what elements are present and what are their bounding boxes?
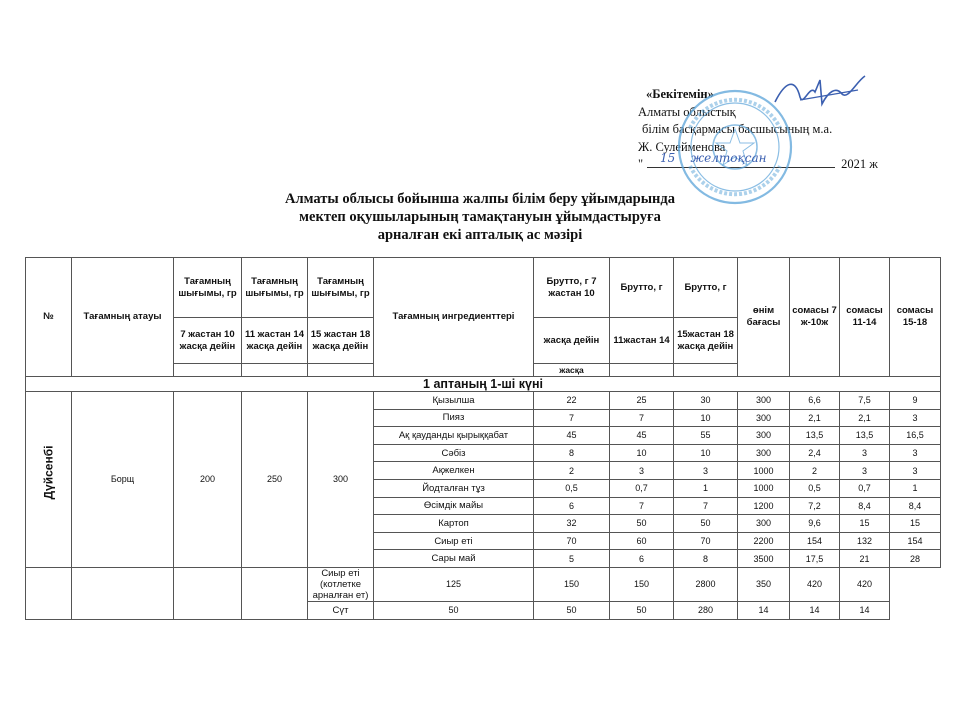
cell-s1: 154: [790, 532, 840, 550]
cell-b1: 70: [534, 532, 610, 550]
header-brutto-2: Брутто, г: [610, 258, 674, 318]
table-row: [26, 567, 941, 601]
cell-s3: 3: [890, 444, 941, 462]
cell-b3: 7: [674, 497, 738, 515]
cell-b1: 50: [374, 601, 534, 619]
dish-name-2: [26, 567, 72, 619]
cell-s2: 3: [840, 462, 890, 480]
dish-portion-2: 250: [242, 392, 308, 568]
cell-b2: 3: [610, 462, 674, 480]
cell-s1: 350: [738, 567, 790, 601]
cell-b2: 10: [610, 444, 674, 462]
cell-b1: 45: [534, 427, 610, 445]
cell-s3: 3: [890, 409, 941, 427]
ingredient-name: Сиыр еті (котлетке арналған ет): [308, 567, 374, 601]
header-portion-2: Тағамның шығымы, гр: [242, 258, 308, 318]
ingredient-name: Йодталған тұз: [374, 479, 534, 497]
header-age-1: 7 жастан 10 жасқа дейін: [174, 318, 242, 364]
dish-portion-3: 300: [308, 392, 374, 568]
ingredient-name: Сиыр еті: [374, 532, 534, 550]
cell-s2: 0,7: [840, 479, 890, 497]
cell-b1: 0,5: [534, 479, 610, 497]
header-empty: [674, 364, 738, 377]
header-empty: [242, 364, 308, 377]
cell-b1: 5: [534, 550, 610, 568]
cell-s2: 8,4: [840, 497, 890, 515]
header-ingredient: Тағамның ингредиенттері: [374, 258, 534, 377]
cell-price: 300: [738, 392, 790, 410]
header-brutto-sub-4: жасқа: [534, 364, 610, 377]
cell-price: 2800: [674, 567, 738, 601]
cell-s3: 15: [890, 515, 941, 533]
ingredient-name: Пияз: [374, 409, 534, 427]
cell-b2: 7: [610, 497, 674, 515]
header-empty: [610, 364, 674, 377]
cell-s1: 0,5: [790, 479, 840, 497]
dish-portion-2-1: [72, 567, 174, 619]
cell-b3: 55: [674, 427, 738, 445]
cell-s1: 2,1: [790, 409, 840, 427]
handwritten-date: 15 желтоқсан: [660, 151, 767, 165]
cell-b1: 22: [534, 392, 610, 410]
header-brutto-1: Брутто, г 7 жастан 10: [534, 258, 610, 318]
header-brutto-sub-1: жасқа дейін: [534, 318, 610, 364]
cell-b3: 3: [674, 462, 738, 480]
cell-b2: 150: [534, 567, 610, 601]
cell-s3: 16,5: [890, 427, 941, 445]
cell-b2: 45: [610, 427, 674, 445]
title-line-2: мектеп оқушыларының тамақтануын ұйымдастыруға: [299, 209, 661, 225]
header-brutto-sub-3: 15жастан 18 жасқа дейін: [674, 318, 738, 364]
cell-b2: 6: [610, 550, 674, 568]
header-portion-3: Тағамның шығымы, гр: [308, 258, 374, 318]
cell-s1: 17,5: [790, 550, 840, 568]
cell-s2: 2,1: [840, 409, 890, 427]
cell-s3: 1: [890, 479, 941, 497]
cell-b1: 32: [534, 515, 610, 533]
header-sum-3: сомасы 15-18: [890, 258, 941, 377]
cell-s3: 3: [890, 462, 941, 480]
signature: [770, 72, 870, 114]
cell-price: 300: [738, 409, 790, 427]
cell-price: 2200: [738, 532, 790, 550]
header-sum-1: сомасы 7 ж-10ж: [790, 258, 840, 377]
ingredient-name: Сәбіз: [374, 444, 534, 462]
cell-b1: 7: [534, 409, 610, 427]
cell-s2: 15: [840, 515, 890, 533]
document-title: [240, 190, 720, 244]
cell-price: 300: [738, 515, 790, 533]
cell-price: 1000: [738, 462, 790, 480]
cell-s3: 154: [890, 532, 941, 550]
cell-price: 280: [674, 601, 738, 619]
cell-price: 300: [738, 427, 790, 445]
dish-portion-2-2: [174, 567, 242, 619]
cell-b1: 8: [534, 444, 610, 462]
cell-price: 1200: [738, 497, 790, 515]
cell-price: 300: [738, 444, 790, 462]
approval-year: 2021 ж: [841, 157, 878, 171]
cell-s1: 14: [738, 601, 790, 619]
dish-name: Борщ: [72, 392, 174, 568]
cell-b3: 30: [674, 392, 738, 410]
ingredient-name: Өсімдік майы: [374, 497, 534, 515]
cell-s1: 9,6: [790, 515, 840, 533]
title-line-1: Алматы облысы бойынша жалпы білім беру ұйымдарында: [285, 191, 675, 207]
cell-b2: 0,7: [610, 479, 674, 497]
cell-b3: 10: [674, 409, 738, 427]
cell-s1: 13,5: [790, 427, 840, 445]
cell-s3: 28: [890, 550, 941, 568]
cell-s2: 7,5: [840, 392, 890, 410]
header-price: өнім бағасы: [738, 258, 790, 377]
dish-portion-2-3: [242, 567, 308, 619]
header-brutto-3: Брутто, г: [674, 258, 738, 318]
cell-s3: 9: [890, 392, 941, 410]
header-empty: [174, 364, 242, 377]
approval-line-2: білім басқармасы басшысының м.а.: [642, 122, 833, 136]
cell-s3: 8,4: [890, 497, 941, 515]
approval-line-3: Ж. Сулейменова: [638, 139, 726, 154]
cell-s1: 2: [790, 462, 840, 480]
header-dish: Тағамның атауы: [72, 258, 174, 377]
cell-b3: 150: [610, 567, 674, 601]
ingredient-name: Ақ қауданды қырыққабат: [374, 427, 534, 445]
cell-s1: 2,4: [790, 444, 840, 462]
cell-b3: 8: [674, 550, 738, 568]
ingredient-name: Картоп: [374, 515, 534, 533]
cell-b3: 1: [674, 479, 738, 497]
title-line-3: арналған екі апталық ас мәзірі: [377, 227, 583, 243]
day-label: Дүйсенбі: [26, 392, 72, 568]
cell-b2: 50: [534, 601, 610, 619]
cell-b3: 50: [610, 601, 674, 619]
cell-b3: 70: [674, 532, 738, 550]
cell-s3: 420: [840, 567, 890, 601]
ingredient-name: Ақжелкен: [374, 462, 534, 480]
cell-s2: 13,5: [840, 427, 890, 445]
cell-b3: 10: [674, 444, 738, 462]
header-brutto-sub-2: 11жастан 14: [610, 318, 674, 364]
ingredient-name: Сары май: [374, 550, 534, 568]
cell-s2: 132: [840, 532, 890, 550]
cell-b3: 50: [674, 515, 738, 533]
header-num: №: [26, 258, 72, 377]
table-row: [26, 392, 941, 410]
cell-b2: 50: [610, 515, 674, 533]
cell-b2: 25: [610, 392, 674, 410]
header-portion-1: Тағамның шығымы, гр: [174, 258, 242, 318]
header-sum-2: сомасы 11-14: [840, 258, 890, 377]
cell-s1: 7,2: [790, 497, 840, 515]
dish-portion-1: 200: [174, 392, 242, 568]
cell-b2: 7: [610, 409, 674, 427]
header-empty: [308, 364, 374, 377]
ingredient-name: Сүт: [308, 601, 374, 619]
ingredient-name: Қызылша: [374, 392, 534, 410]
cell-s3: 14: [840, 601, 890, 619]
approval-line-1: Алматы облыстық: [638, 104, 736, 119]
cell-b1: 2: [534, 462, 610, 480]
week-label: 1 аптаның 1-ші күні: [26, 377, 941, 392]
cell-s2: 3: [840, 444, 890, 462]
cell-price: 3500: [738, 550, 790, 568]
cell-b1: 125: [374, 567, 534, 601]
cell-s2: 21: [840, 550, 890, 568]
menu-table: [25, 257, 941, 620]
cell-price: 1000: [738, 479, 790, 497]
date-quote: ": [638, 157, 644, 171]
approval-head: «Бекітемін»: [646, 87, 714, 101]
cell-s1: 6,6: [790, 392, 840, 410]
header-age-3: 15 жастан 18 жасқа дейін: [308, 318, 374, 364]
cell-b1: 6: [534, 497, 610, 515]
cell-s2: 420: [790, 567, 840, 601]
header-age-2: 11 жастан 14 жасқа дейін: [242, 318, 308, 364]
cell-b2: 60: [610, 532, 674, 550]
cell-s2: 14: [790, 601, 840, 619]
